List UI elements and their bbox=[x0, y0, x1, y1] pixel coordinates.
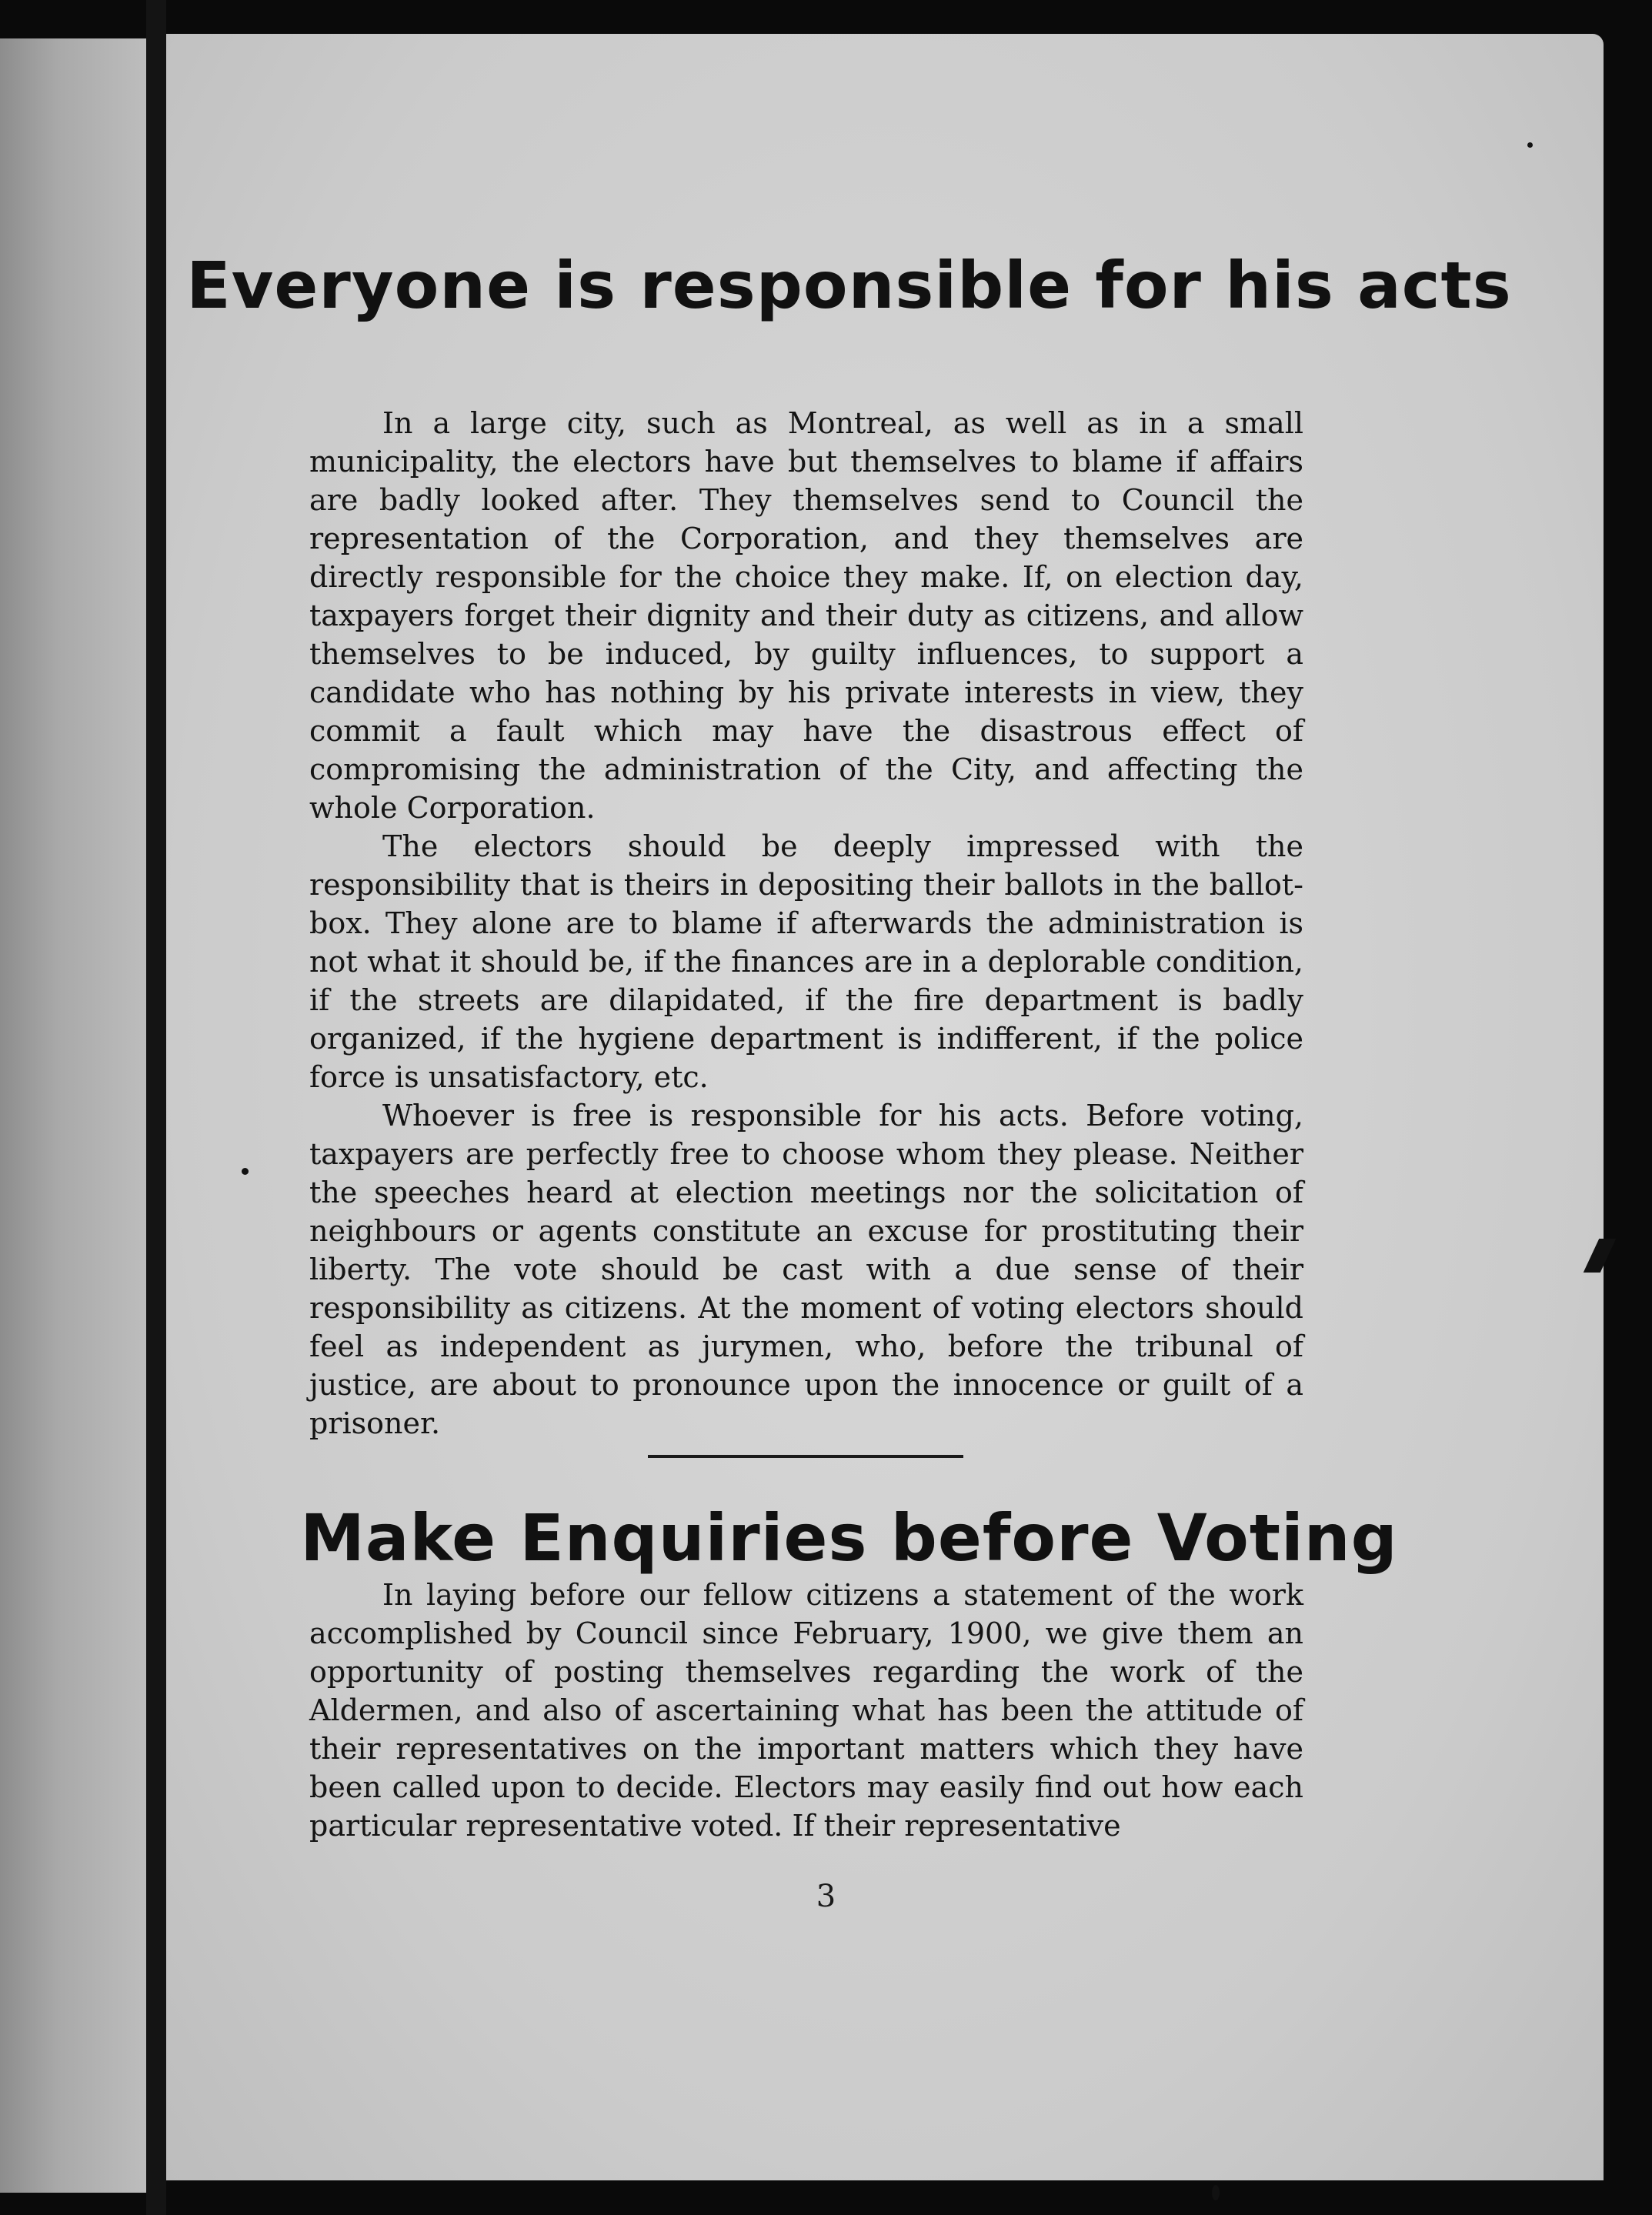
section-2-body bbox=[309, 1576, 1303, 1845]
left-page-edge bbox=[0, 38, 146, 2193]
section-2-title: Make Enquiries before Voting bbox=[300, 1500, 1398, 1576]
ink-speck bbox=[242, 1168, 249, 1175]
section-1-body bbox=[309, 404, 1303, 1443]
section-1-paragraph-2: The electors should be deeply impressed with the responsibility that is theirs in depositing their ballots in the ballot-box. They alone are to blame if afterwards the administration is not what it should be, if the finances are in a deplorable condition, if the streets are dilapidated, if the fire department is badly organized, if the hygiene department is indifferent, if the police force is unsatisfactory, etc. bbox=[309, 829, 1303, 1094]
section-divider-rule bbox=[648, 1455, 963, 1458]
ink-speck bbox=[1212, 2185, 1220, 2200]
section-1-title: Everyone is responsible for his acts bbox=[186, 248, 1512, 323]
section-2-paragraph-1: In laying before our fellow citizens a statement of the work accomplished by Council since February, 1900, we give them an opportunity of posting themselves regarding the work of the Aldermen, and also of ascertaining what has been the attitude of their representatives on the important matters which they have been called upon to decide. Electors may easily find out how each particular representative voted. If their representative bbox=[309, 1578, 1303, 1843]
page-number: 3 bbox=[816, 1879, 836, 1914]
section-1-paragraph-1: In a large city, such as Montreal, as well as in a small municipality, the electors have but themselves to blame if affairs are badly looked after. They themselves send to Council the representation of the Corporation, and they themselves are directly responsible for the choice they make. If, on election day, taxpayers forget their dignity and their duty as citizens, and allow themselves to be induced, by guilty influences, to support a candidate who has nothing by his private interests in view, they commit a fault which may have the disastrous effect of compromising the administration of the City, and affecting the whole Corporation. bbox=[309, 406, 1303, 825]
section-1-paragraph-3: Whoever is free is responsible for his acts. Before voting, taxpayers are perfectly free to choose whom they please. Neither the speeches heard at election meetings nor the solicitation of neighbours or agents constitute an excuse for prostituting their liberty. The vote should be cast with a due sense of their responsibility as citizens. At the moment of voting electors should feel as independent as jurymen, who, before the tribunal of justice, are about to pronounce upon the innocence or guilt of a prisoner. bbox=[309, 1099, 1303, 1440]
ink-speck bbox=[1527, 142, 1533, 148]
